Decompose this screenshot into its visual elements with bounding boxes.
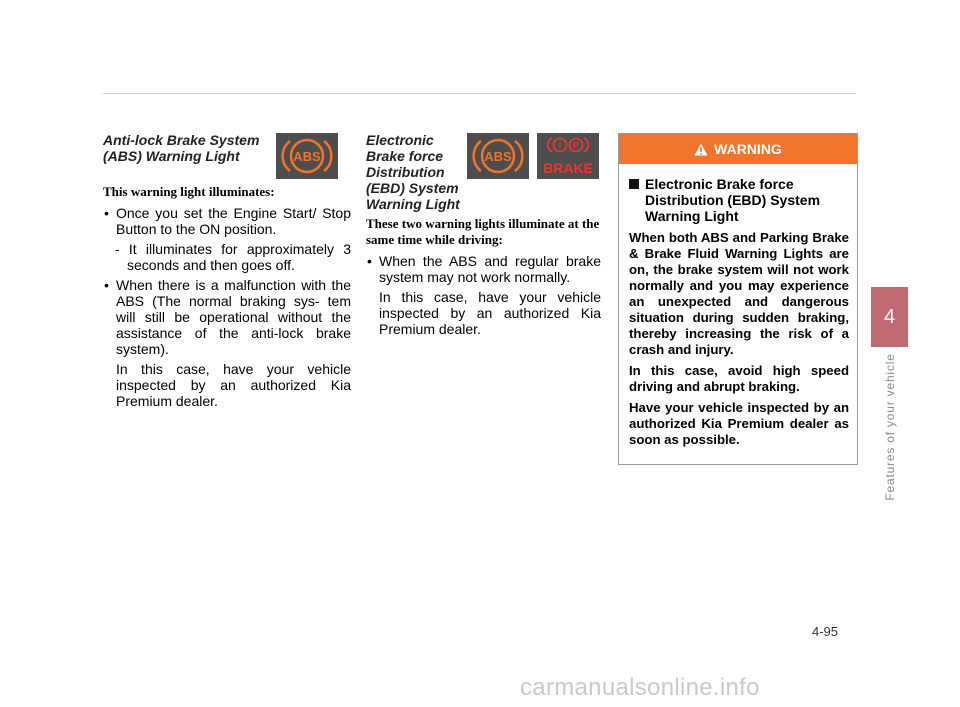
abs-bullet-malfunction: • When there is a malfunction with the ABS (The normal braking sys- tem will still be operational without the assistance of the anti-lock brake system). <box>103 277 351 357</box>
brake-warning-light-icon <box>537 133 599 179</box>
ebd-abs-light-icon <box>467 133 529 179</box>
svg-text:!: ! <box>558 140 562 151</box>
ebd-intro: These two warning lights illuminate at the same time while driving: <box>366 216 600 247</box>
warning-paragraph-3: Have your vehicle inspected by an authorized Kia Premium dealer as soon as possible. <box>629 400 849 447</box>
warning-title: Electronic Brake force Distribution (EBD) System Warning Light <box>629 176 849 224</box>
watermark: carmanualsonline.info <box>520 674 760 701</box>
abs-warning-light-icon <box>276 133 338 179</box>
abs-note: In this case, have your vehicle inspected by an authorized Kia Premium dealer. <box>116 361 351 409</box>
svg-text:P: P <box>573 141 579 150</box>
chapter-label: Features of your vehicle <box>882 353 897 501</box>
square-bullet-icon <box>629 179 639 189</box>
warning-box <box>618 133 858 465</box>
abs-bullet-start: • Once you set the Engine Start/ Stop Button to the ON position. <box>103 205 351 237</box>
svg-text:BRAKE: BRAKE <box>543 160 593 176</box>
warning-triangle-icon <box>694 143 708 156</box>
warning-paragraph-2: In this case, avoid high speed driving and abrupt braking. <box>629 363 849 394</box>
page-number: 4-95 <box>812 624 839 639</box>
warning-paragraph-1: When both ABS and Parking Brake & Brake Fluid Warning Lights are on, the brake system will not work normally and you may experience an unexpected and dangerous situation during sudden braking, thereby increasing the risk of a crash and injury. <box>629 230 849 357</box>
chapter-tab: 4 <box>871 287 908 347</box>
ebd-bullet: • When the ABS and regular brake system may not work normally. <box>366 253 601 285</box>
abs-heading: Anti-lock Brake System (ABS) Warning Light <box>103 132 260 164</box>
ebd-heading: Electronic Brake force Distribution (EBD) System Warning Light <box>366 132 460 212</box>
header-rule <box>103 93 856 94</box>
ebd-note: In this case, have your vehicle inspected by an authorized Kia Premium dealer. <box>379 289 601 337</box>
abs-intro: This warning light illuminates: <box>103 184 275 199</box>
warning-header: WARNING <box>619 134 857 164</box>
svg-text:ABS: ABS <box>293 149 321 164</box>
abs-subitem: - It illuminates for approximately 3 seconds and then goes off. <box>115 241 351 273</box>
svg-text:ABS: ABS <box>484 149 512 164</box>
